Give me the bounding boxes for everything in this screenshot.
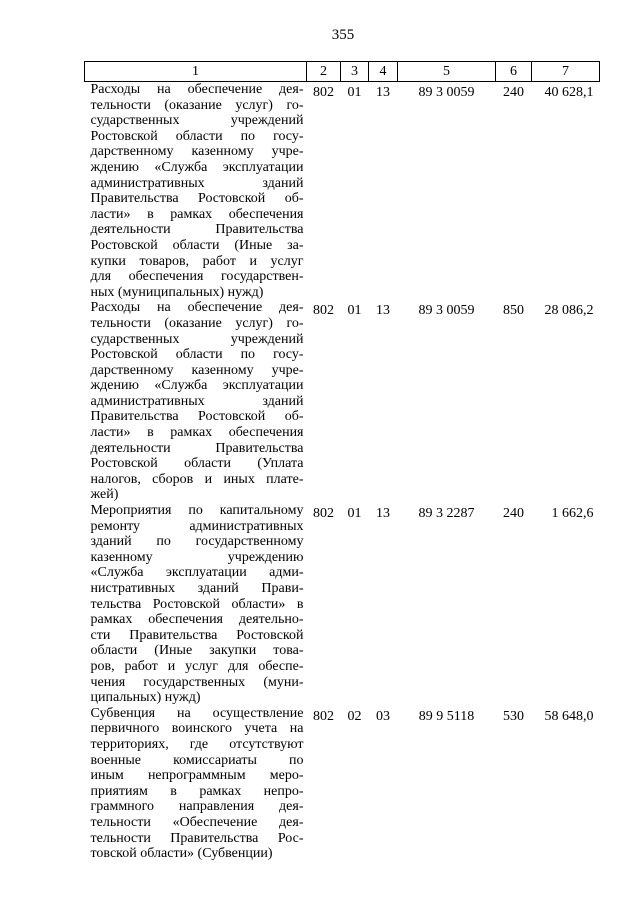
description-line: граммного направления дея- [90, 799, 304, 815]
section-code: 02 [347, 708, 362, 724]
expense-type-code: 240 [503, 85, 524, 100]
description-line: административных зданий [90, 175, 304, 191]
expense-type-code: 530 [503, 708, 524, 724]
table-row [85, 300, 600, 503]
amount: 1 662,6 [551, 506, 594, 522]
description-line: Расходы на обеспечение дея- [90, 300, 304, 316]
row-description [85, 82, 307, 301]
description-line: Мероприятия по капитальному [90, 503, 304, 519]
description-line: ласти» в рамках обеспечения [90, 206, 304, 222]
table-header-row [85, 62, 600, 82]
table-row [85, 503, 600, 706]
description-line: военные комиссариаты по [90, 752, 304, 768]
subsection-code: 13 [376, 85, 390, 100]
description-line: административных зданий [90, 393, 304, 409]
budget-table [84, 61, 600, 862]
amount: 28 086,2 [544, 303, 594, 319]
description-line: дарственному казенному учре- [90, 362, 304, 378]
description-line: ных (муниципальных) нужд) [90, 284, 264, 300]
ministry-code: 802 [313, 708, 334, 724]
row-description [85, 706, 307, 862]
description-line: жей) [90, 487, 119, 503]
description-line: Расходы на обеспечение дея- [90, 82, 304, 97]
description-line: для обеспечения государствен- [90, 269, 304, 285]
target-article-code: 89 3 2287 [418, 506, 475, 522]
target-article-code: 89 3 0059 [418, 85, 475, 100]
description-line: казенному учреждению [90, 549, 304, 565]
column-header-6: 6 [496, 62, 532, 82]
amount: 40 628,1 [544, 85, 594, 100]
description-line: территориях, где отсутствуют [90, 736, 304, 752]
column-header-4: 4 [369, 62, 398, 82]
description-line: налогов, сборов и иных плате- [90, 471, 304, 487]
description-line: ципальных) нужд) [90, 690, 201, 706]
column-header-2: 2 [307, 62, 341, 82]
description-line: нистративных зданий Прави- [90, 581, 304, 596]
row-description [85, 503, 307, 706]
section-code: 01 [347, 85, 362, 100]
description-line: сударственных учреждений [90, 113, 304, 129]
description-line: ров, работ и услуг для обеспе- [90, 658, 304, 674]
subsection-code: 03 [376, 708, 390, 724]
description-line: дарственному казенному учре- [90, 144, 304, 160]
section-code: 01 [347, 303, 362, 319]
description-line: тельности (оказание услуг) го- [90, 315, 304, 331]
description-line: тельности Правительства Рос- [90, 830, 304, 846]
description-line: тельности «Обеспечение дея- [90, 814, 304, 830]
target-article-code: 89 3 0059 [418, 303, 475, 319]
ministry-code: 802 [313, 85, 334, 100]
description-line: сти Правительства Ростовской [90, 627, 304, 643]
description-line: Правительства Ростовской об- [90, 191, 304, 207]
description-line: деятельности Правительства [90, 222, 304, 238]
target-article-code: 89 9 5118 [418, 708, 475, 724]
description-line: Ростовской области по госу- [90, 128, 304, 144]
description-line: зданий по государственному [90, 534, 304, 550]
column-header-1: 1 [85, 62, 307, 82]
description-line: ласти» в рамках обеспечения [90, 425, 304, 441]
description-line: товской области» (Субвенции) [90, 846, 273, 862]
description-line: чения государственных (муни- [90, 674, 304, 690]
ministry-code: 802 [313, 303, 334, 319]
description-line: иным непрограммным меро- [90, 768, 304, 784]
description-line: Правительства Ростовской об- [90, 409, 304, 425]
subsection-code: 13 [376, 303, 390, 319]
subsection-code: 13 [376, 506, 390, 522]
description-line: Субвенция на осуществление [90, 705, 304, 721]
description-line: области (Иные закупки това- [90, 643, 304, 659]
column-header-7: 7 [532, 62, 600, 82]
description-line: тельства Ростовской области» в [90, 596, 304, 612]
description-line: Ростовской области (Иные за- [90, 237, 304, 253]
description-line: «Служба эксплуатации адми- [90, 565, 304, 581]
description-line: тельности (оказание услуг) го- [90, 97, 304, 113]
column-header-5: 5 [398, 62, 496, 82]
description-line: деятельности Правительства [90, 440, 304, 456]
table-row [85, 706, 600, 862]
ministry-code: 802 [313, 506, 334, 522]
description-line: первичного воинского учета на [90, 721, 304, 737]
description-line: рамках обеспечения деятельно- [90, 612, 304, 628]
description-line: ремонту административных [90, 518, 304, 534]
expense-type-code: 850 [503, 303, 524, 319]
description-line: сударственных учреждений [90, 331, 304, 347]
column-header-3: 3 [341, 62, 369, 82]
table-row [85, 82, 600, 301]
description-line: ждению «Служба эксплуатации [90, 378, 304, 394]
description-line: приятиям в рамках непро- [90, 783, 304, 799]
description-line: Ростовской области по госу- [90, 347, 304, 363]
description-line: ждению «Служба эксплуатации [90, 159, 304, 175]
section-code: 01 [347, 506, 362, 522]
page-number: 355 [331, 27, 355, 43]
description-line: Ростовской области (Уплата [90, 456, 304, 472]
row-description [85, 300, 307, 503]
description-line: купки товаров, работ и услуг [90, 253, 304, 269]
amount: 58 648,0 [544, 708, 594, 724]
expense-type-code: 240 [503, 506, 524, 522]
